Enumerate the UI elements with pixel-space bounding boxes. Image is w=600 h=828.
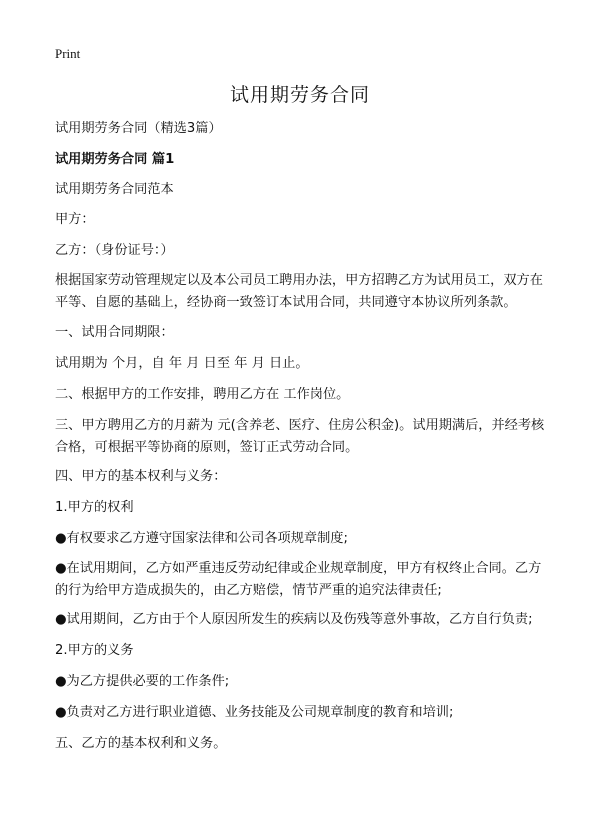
print-link[interactable]: Print xyxy=(55,46,81,61)
paragraph: 试用期为 个月，自 年 月 日至 年 月 日止。 xyxy=(55,356,309,371)
list-item: ●在试用期间，乙方如严重违反劳动纪律或企业规章制度，甲方有权终止合同。乙方的行为给甲方造成损失的，由乙方赔偿，情节严重的追究法律责任; xyxy=(55,561,542,598)
clause-heading: 四、甲方的基本权利与义务： xyxy=(55,469,227,484)
subsection-heading: 1.甲方的权利 xyxy=(55,500,134,515)
paragraph: 根据国家劳动管理规定以及本公司员工聘用办法，甲方招聘乙方为试用员工，双方在平等、自愿的基础上，经协商一致签订本试用合同，共同遵守本协议所列条款。 xyxy=(55,273,543,310)
list-item: ●为乙方提供必要的工作条件; xyxy=(55,674,230,689)
document-title: 试用期劳务合同 xyxy=(229,84,370,106)
clause-heading: 二、根据甲方的工作安排，聘用乙方在 工作岗位。 xyxy=(55,387,350,402)
party-b-line: 乙方：（身份证号：） xyxy=(55,243,174,258)
party-a-line: 甲方： xyxy=(55,212,95,227)
paragraph: 试用期劳务合同范本 xyxy=(55,182,174,197)
paragraph: 三、甲方聘用乙方的月薪为 元(含养老、医疗、住房公积金)。试用期满后，并经考核合格，可根据平等协商的原则，签订正式劳动合同。 xyxy=(55,418,545,455)
clause-heading: 一、试用合同期限： xyxy=(55,325,174,340)
list-item: ●试用期间，乙方由于个人原因所发生的疾病以及伤残等意外事故，乙方自行负责; xyxy=(55,612,533,627)
clause-heading: 五、乙方的基本权利和义务。 xyxy=(55,736,227,751)
list-item: ●负责对乙方进行职业道德、业务技能及公司规章制度的教育和培训; xyxy=(55,705,454,720)
section-heading: 试用期劳务合同 篇1 xyxy=(55,152,175,167)
document-subtitle: 试用期劳务合同（精选3篇） xyxy=(55,121,222,136)
subsection-heading: 2.甲方的义务 xyxy=(55,643,134,658)
list-item: ●有权要求乙方遵守国家法律和公司各项规章制度; xyxy=(55,531,348,546)
